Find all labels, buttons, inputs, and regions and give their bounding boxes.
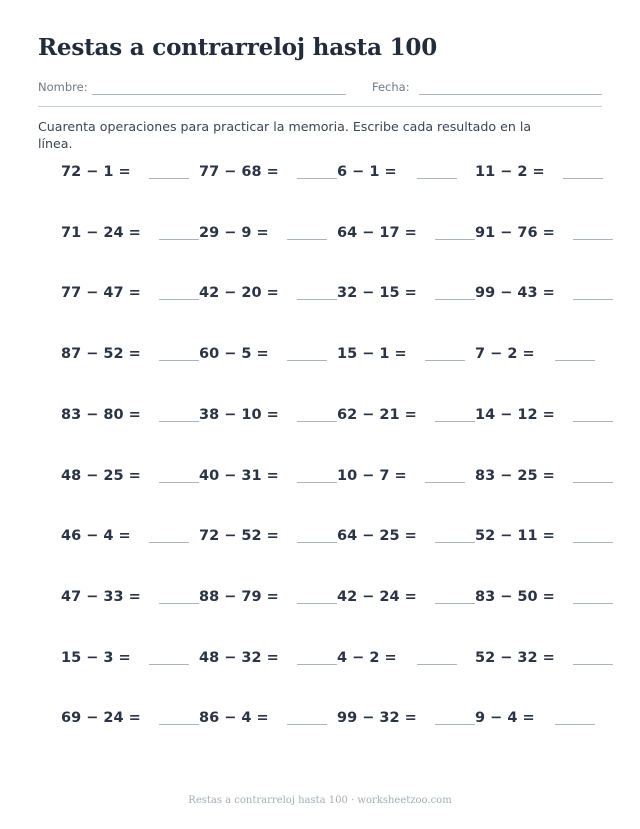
answer-line[interactable] [573, 239, 613, 240]
problem-expression: 86 − 4 = [199, 710, 269, 726]
answer-line[interactable] [573, 299, 613, 300]
answer-line[interactable] [297, 603, 337, 604]
answer-line[interactable] [287, 239, 327, 240]
answer-line[interactable] [425, 360, 465, 361]
problem-expression: 14 − 12 = [475, 407, 555, 423]
problem-expression: 7 − 2 = [475, 346, 535, 362]
problem-expression: 64 − 17 = [337, 225, 417, 241]
answer-line[interactable] [435, 542, 475, 543]
footer: Restas a contrarreloj hasta 100 · worksheetzoo.com [188, 795, 452, 806]
problem-expression: 15 − 3 = [61, 650, 131, 666]
answer-line[interactable] [159, 421, 199, 422]
answer-line[interactable] [297, 542, 337, 543]
answer-line[interactable] [297, 178, 337, 179]
problem-expression: 48 − 25 = [61, 468, 141, 484]
answer-line[interactable] [555, 724, 595, 725]
problem-expression: 71 − 24 = [61, 225, 141, 241]
problem-expression: 77 − 68 = [199, 164, 279, 180]
problem-expression: 32 − 15 = [337, 285, 417, 301]
problem-expression: 77 − 47 = [61, 285, 141, 301]
page-title: Restas a contrarreloj hasta 100 [38, 34, 437, 61]
problem-expression: 38 − 10 = [199, 407, 279, 423]
answer-line[interactable] [149, 542, 189, 543]
problem-expression: 48 − 32 = [199, 650, 279, 666]
problem-expression: 4 − 2 = [337, 650, 397, 666]
problem-expression: 52 − 11 = [475, 528, 555, 544]
answer-line[interactable] [287, 360, 327, 361]
answer-line[interactable] [573, 603, 613, 604]
answer-line[interactable] [435, 603, 475, 604]
answer-line[interactable] [417, 178, 457, 179]
answer-line[interactable] [573, 542, 613, 543]
date-label: Fecha: [372, 80, 410, 94]
problem-expression: 72 − 1 = [61, 164, 131, 180]
problem-expression: 99 − 32 = [337, 710, 417, 726]
problem-expression: 42 − 20 = [199, 285, 279, 301]
problem-expression: 99 − 43 = [475, 285, 555, 301]
instructions: Cuarenta operaciones para practicar la memoria. Escribe cada resultado en la línea. [38, 119, 532, 151]
problem-expression: 88 − 79 = [199, 589, 279, 605]
problem-expression: 6 − 1 = [337, 164, 397, 180]
problem-expression: 52 − 32 = [475, 650, 555, 666]
answer-line[interactable] [425, 482, 465, 483]
problem-expression: 40 − 31 = [199, 468, 279, 484]
problem-expression: 87 − 52 = [61, 346, 141, 362]
answer-line[interactable] [555, 360, 595, 361]
answer-line[interactable] [149, 178, 189, 179]
answer-line[interactable] [417, 664, 457, 665]
problem-expression: 62 − 21 = [337, 407, 417, 423]
problem-expression: 29 − 9 = [199, 225, 269, 241]
answer-line[interactable] [435, 299, 475, 300]
problem-expression: 69 − 24 = [61, 710, 141, 726]
answer-line[interactable] [149, 664, 189, 665]
problem-expression: 83 − 80 = [61, 407, 141, 423]
problem-expression: 46 − 4 = [61, 528, 131, 544]
problem-expression: 42 − 24 = [337, 589, 417, 605]
answer-line[interactable] [435, 724, 475, 725]
problem-expression: 9 − 4 = [475, 710, 535, 726]
answer-line[interactable] [435, 421, 475, 422]
answer-line[interactable] [297, 664, 337, 665]
answer-line[interactable] [159, 239, 199, 240]
answer-line[interactable] [573, 421, 613, 422]
problem-expression: 64 − 25 = [337, 528, 417, 544]
answer-line[interactable] [573, 664, 613, 665]
answer-line[interactable] [159, 603, 199, 604]
problem-expression: 72 − 52 = [199, 528, 279, 544]
problem-expression: 91 − 76 = [475, 225, 555, 241]
problem-expression: 83 − 50 = [475, 589, 555, 605]
answer-line[interactable] [573, 482, 613, 483]
answer-line[interactable] [287, 724, 327, 725]
answer-line[interactable] [159, 360, 199, 361]
problem-expression: 11 − 2 = [475, 164, 545, 180]
answer-line[interactable] [435, 239, 475, 240]
answer-line[interactable] [297, 421, 337, 422]
problem-expression: 60 − 5 = [199, 346, 269, 362]
problem-expression: 47 − 33 = [61, 589, 141, 605]
name-label: Nombre: [38, 80, 88, 94]
answer-line[interactable] [297, 299, 337, 300]
problem-expression: 15 − 1 = [337, 346, 407, 362]
answer-line[interactable] [159, 724, 199, 725]
answer-line[interactable] [297, 482, 337, 483]
answer-line[interactable] [159, 299, 199, 300]
problem-expression: 83 − 25 = [475, 468, 555, 484]
problem-expression: 10 − 7 = [337, 468, 407, 484]
answer-line[interactable] [563, 178, 603, 179]
answer-line[interactable] [159, 482, 199, 483]
